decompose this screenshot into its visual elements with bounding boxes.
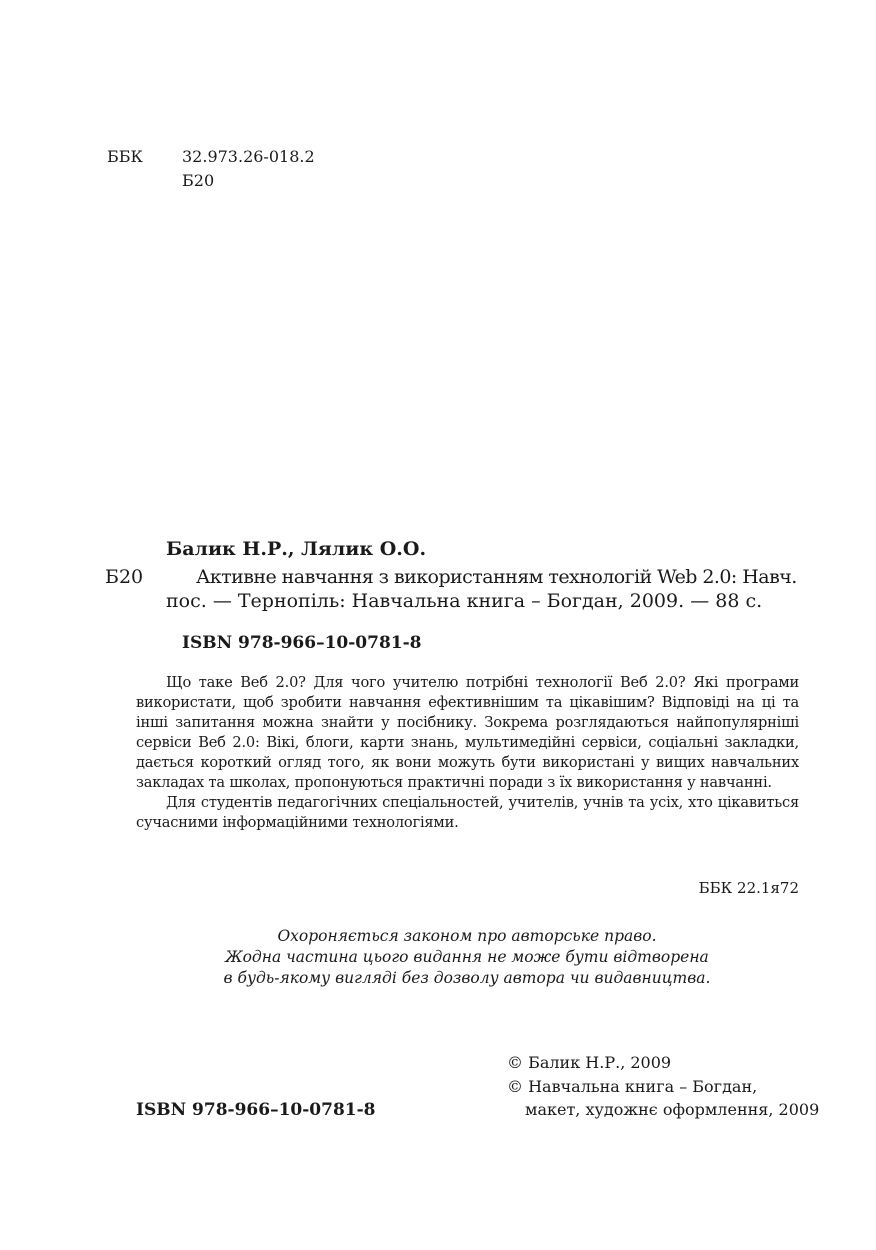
title-line-2: пос. — Тернопіль: Навчальна книга – Богдан, 2009. — 88 с. <box>166 590 763 612</box>
copyright-notice <box>0 926 876 989</box>
copyright-notice-line-1: Охороняється законом про авторське право. <box>277 927 657 945</box>
author-mark: Б20 <box>105 566 144 588</box>
title-line-1: Активне навчання з використанням технологій Web 2.0: Навч. <box>196 566 797 588</box>
copyright-notice-line-3: в будь-якому вигляді без дозволу автора чи видавництва. <box>223 969 711 987</box>
authors: Балик Н.Р., Лялик О.О. <box>166 538 427 560</box>
copyright-notice-line-2: Жодна частина цього видання не може бути відтворена <box>225 948 709 966</box>
bbk-code: 32.973.26-018.2 <box>182 147 315 166</box>
bbk-label: ББК <box>107 147 143 166</box>
isbn-top: ISBN 978-966–10-0781-8 <box>182 633 422 653</box>
bbk-classification: ББК 22.1я72 <box>698 879 799 897</box>
isbn-bottom: ISBN 978-966–10-0781-8 <box>136 1100 376 1120</box>
author-mark-top: Б20 <box>182 171 215 190</box>
copyright-publisher-detail: макет, художнє оформлення, 2009 <box>525 1100 820 1119</box>
annotation-paragraph-2: Для студентів педагогічних спеціальностей, учителів, учнів та усіх, хто цікавиться сучасними інформаційними технологіями. <box>136 794 799 831</box>
annotation <box>136 673 799 833</box>
annotation-paragraph-1: Що таке Веб 2.0? Для чого учителю потрібні технології Веб 2.0? Які програми використати, щоб зробити навчання ефективнішим та цікавішим? Відповіді на ці та інші запитання можна знайти у посібнику. Зокрема розглядаються найпопулярніші сервіси Веб 2.0: Вікі, блоги, карти знань, мультимедійні сервіси, соціальні закладки, дається короткий огляд того, як вони можуть бути використані у вищих навчальних закладах та школах, пропонуються практичні поради з їх використання у навчанні. <box>136 674 799 791</box>
copyright-author: © Балик Н.Р., 2009 <box>507 1053 672 1072</box>
copyright-publisher: © Навчальна книга – Богдан, <box>507 1077 758 1096</box>
